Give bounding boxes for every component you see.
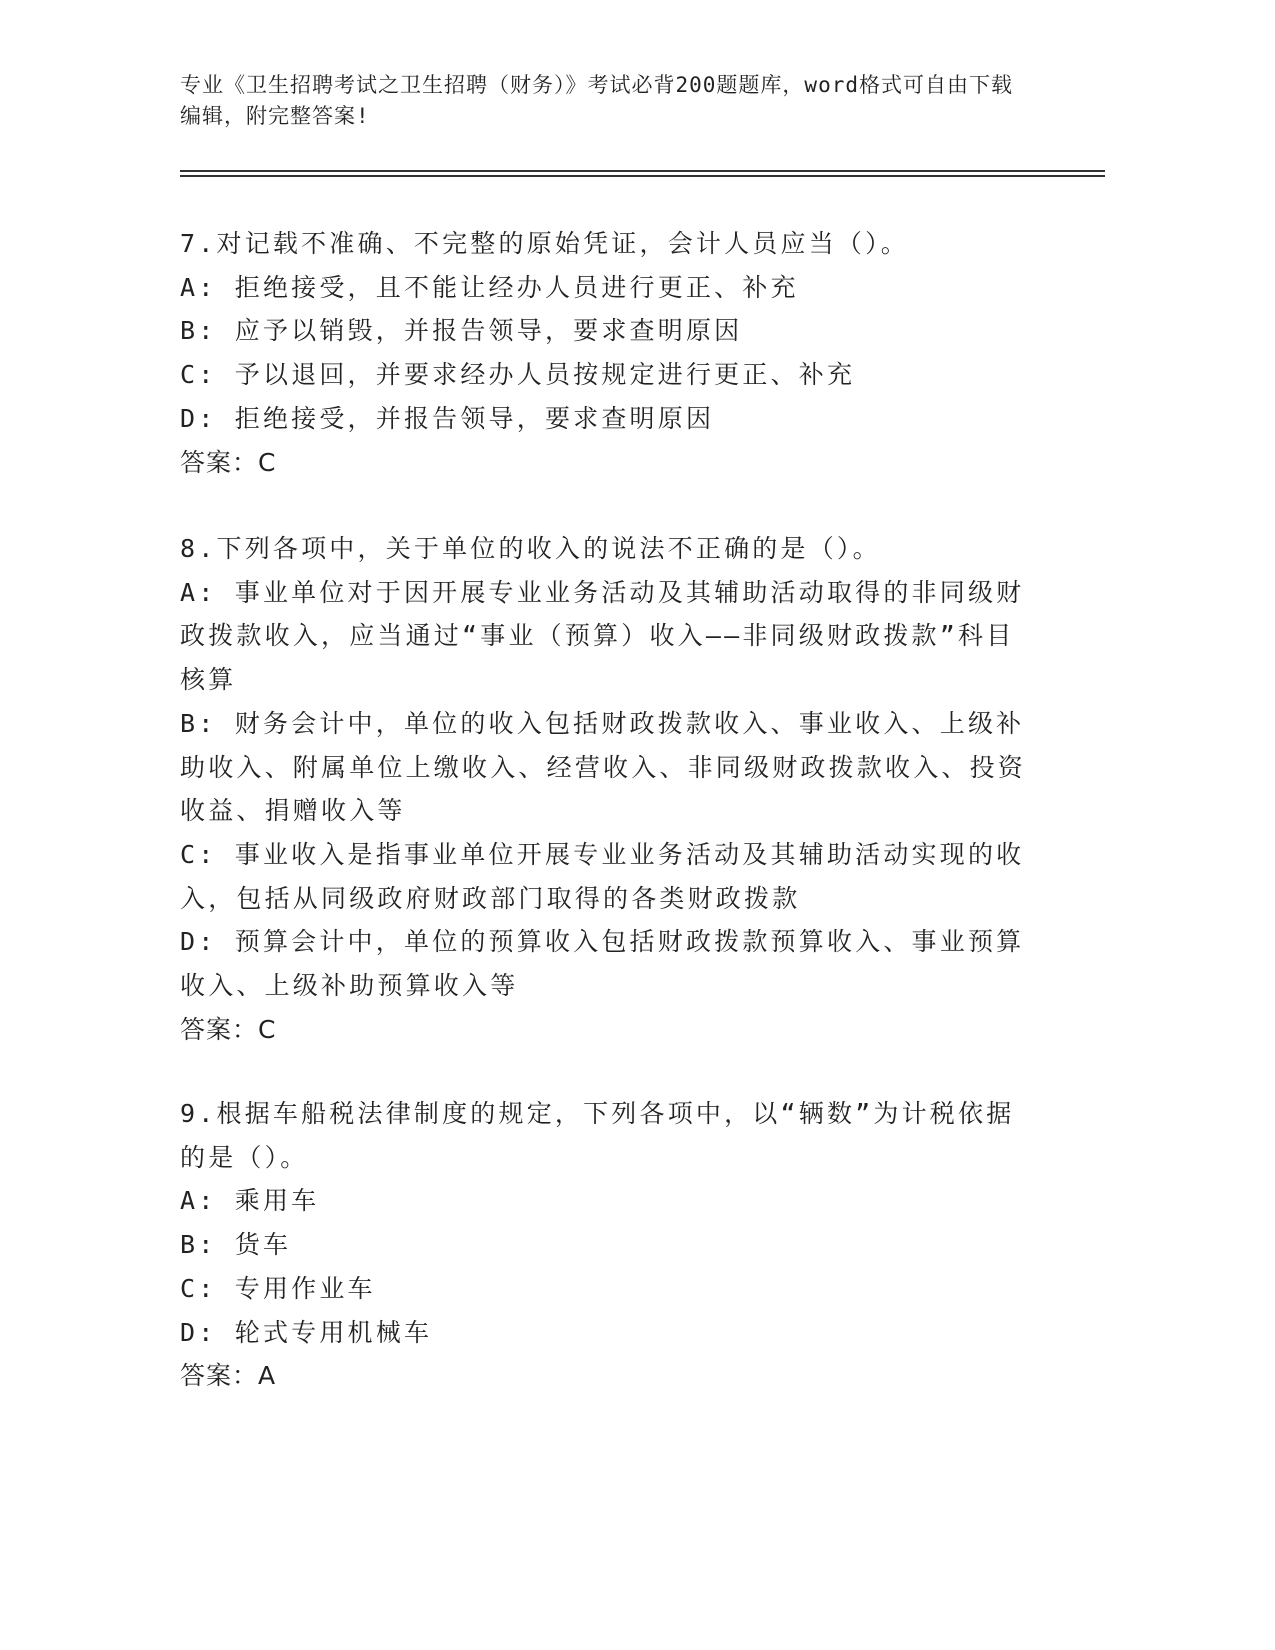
option-b: B: 应予以销毁，并报告领导，要求查明原因 <box>180 316 743 346</box>
answer: 答案：C <box>180 447 277 477</box>
answer: 答案：A <box>180 1361 277 1391</box>
question-9 <box>180 1092 1040 1398</box>
answer: 答案：C <box>180 1014 277 1044</box>
option-c: C: 予以退回，并要求经办人员按规定进行更正、补充 <box>180 360 856 390</box>
option-d: D: 预算会计中，单位的预算收入包括财政拨款预算收入、事业预算收入、上级补助预算收入等 <box>180 927 1025 1001</box>
question-8 <box>180 527 1040 1051</box>
option-c: C: 事业收入是指事业单位开展专业业务活动及其辅助活动实现的收入，包括从同级政府财政部门取得的各类财政拨款 <box>180 839 1025 913</box>
option-b: B: 财务会计中，单位的收入包括财政拨款收入、事业收入、上级补助收入、附属单位上缴收入、经营收入、非同级财政拨款收入、投资收益、捐赠收入等 <box>180 708 1027 826</box>
question-stem: 8.下列各项中，关于单位的收入的说法不正确的是（）。 <box>180 534 881 563</box>
document-header: 专业《卫生招聘考试之卫生招聘（财务）》考试必背200题题库，word格式可自由下载编辑，附完整答案! <box>180 73 1013 128</box>
option-a: A: 乘用车 <box>180 1186 320 1216</box>
option-d: D: 轮式专用机械车 <box>180 1317 433 1347</box>
question-stem: 7.对记载不准确、不完整的原始凭证，会计人员应当（）。 <box>180 229 910 258</box>
option-d: D: 拒绝接受，并报告领导，要求查明原因 <box>180 403 715 433</box>
option-b: B: 货车 <box>180 1230 292 1260</box>
option-a: A: 事业单位对于因开展专业业务活动及其辅助活动取得的非同级财政拨款收入，应当通过“事业（预算）收入——非同级财政拨款”科目核算 <box>180 577 1025 695</box>
question-stem: 9.根据车船税法律制度的规定，下列各项中，以“辆数”为计税依据的是（）。 <box>180 1099 1015 1172</box>
option-c: C: 专用作业车 <box>180 1273 376 1303</box>
option-a: A: 拒绝接受，且不能让经办人员进行更正、补充 <box>180 272 799 302</box>
header-divider-bottom <box>180 175 1105 177</box>
header-divider-top <box>180 170 1105 172</box>
question-7 <box>180 222 1040 484</box>
